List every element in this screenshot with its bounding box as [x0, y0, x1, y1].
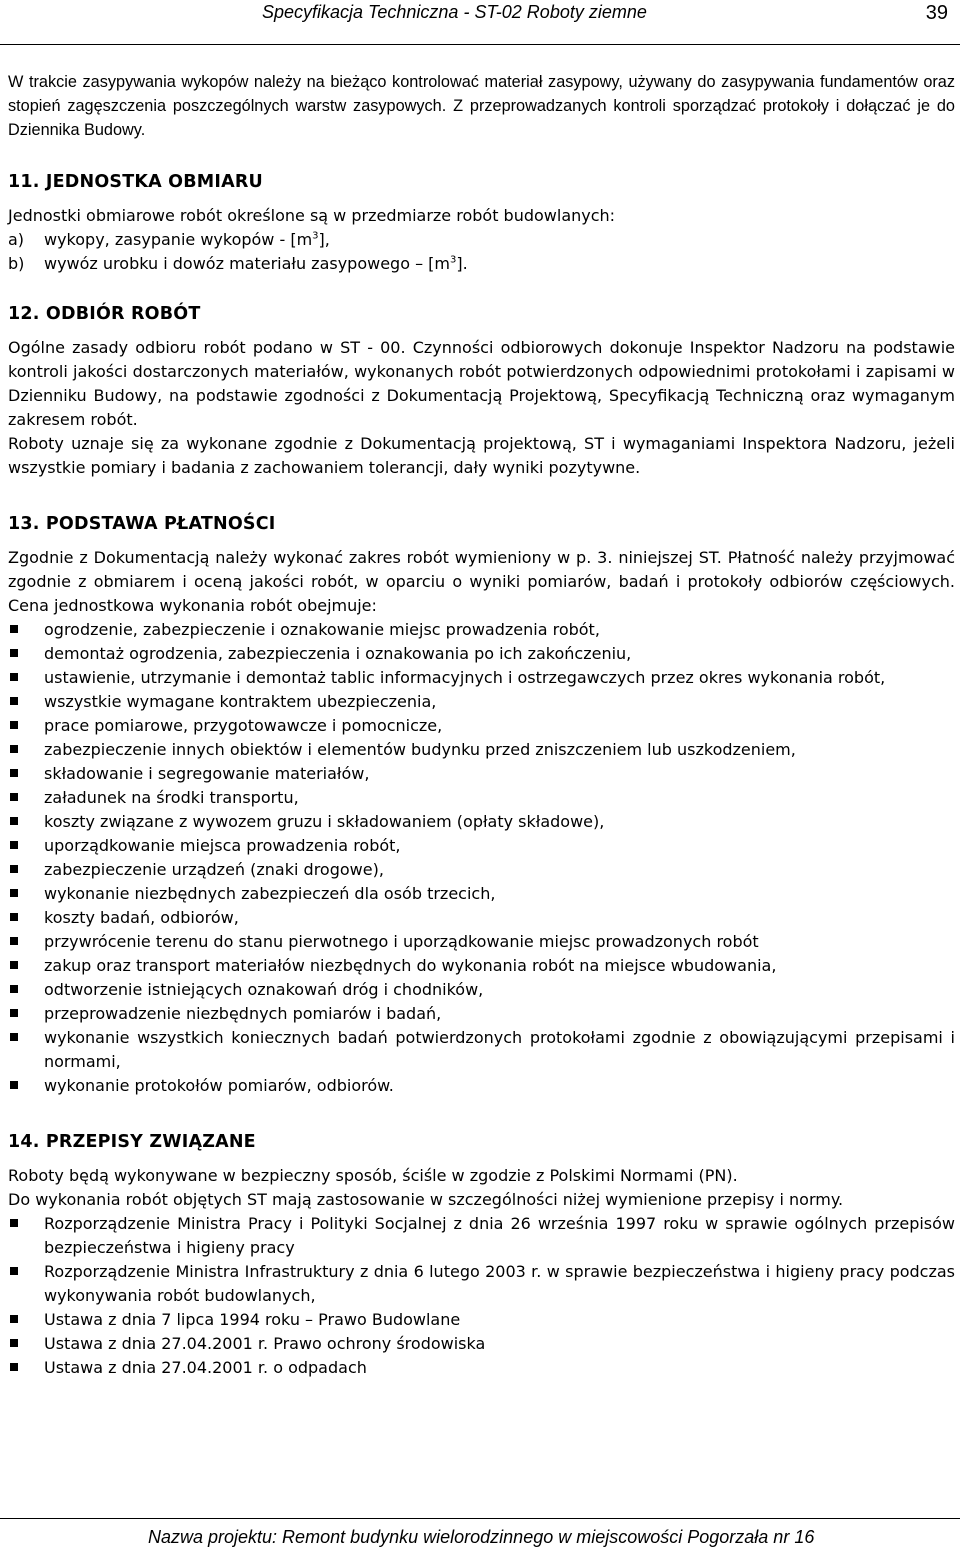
- square-bullet-icon: [10, 769, 18, 777]
- section-11-heading: 11. JEDNOSTKA OBMIARU: [8, 172, 263, 192]
- page-number: 39: [925, 2, 948, 24]
- square-bullet-icon: [10, 1009, 18, 1017]
- list-item-text-tail: ],: [318, 230, 330, 249]
- square-bullet-icon: [10, 1339, 18, 1347]
- list-item-text: wykonanie protokołów pomiarów, odbiorów.: [44, 1076, 394, 1095]
- square-bullet-icon: [10, 817, 18, 825]
- square-bullet-icon: [10, 841, 18, 849]
- section-14-list: [8, 1212, 955, 1380]
- list-item-text: [44, 228, 330, 252]
- section-13-heading: 13. PODSTAWA PŁATNOŚCI: [8, 514, 276, 534]
- list-item: [8, 1260, 955, 1308]
- list-item: [8, 786, 955, 810]
- list-item: [8, 882, 955, 906]
- list-item: [8, 738, 955, 762]
- section-14-heading: 14. PRZEPISY ZWIĄZANE: [8, 1132, 256, 1152]
- list-item-text-tail: ].: [456, 254, 468, 273]
- square-bullet-icon: [10, 1363, 18, 1371]
- document-body: [8, 70, 955, 1380]
- list-item-text: zabezpieczenie urządzeń (znaki drogowe),: [44, 860, 384, 879]
- list-item-text: koszty związane z wywozem gruzu i składowaniem (opłaty składowe),: [44, 812, 605, 831]
- list-item: [8, 1212, 955, 1260]
- list-item-text: prace pomiarowe, przygotowawcze i pomocnicze,: [44, 716, 443, 735]
- list-item-text: zakup oraz transport materiałów niezbędnych do wykonania robót na miejsce wbudowania,: [44, 956, 777, 975]
- list-item-text: ustawienie, utrzymanie i demontaż tablic informacyjnych i ostrzegawczych przez okres wykonania robót,: [44, 668, 886, 687]
- list-item: [8, 1308, 955, 1332]
- list-item-text: demontaż ogrodzenia, zabezpieczenia i oznakowania po ich zakończeniu,: [44, 644, 632, 663]
- list-item-text: zabezpieczenie innych obiektów i elementów budynku przed zniszczeniem lub uszkodzeniem,: [44, 740, 796, 759]
- list-item-text-main: wywóz urobku i dowóz materiału zasypowego – [m: [44, 254, 450, 273]
- square-bullet-icon: [10, 745, 18, 753]
- list-item: [8, 834, 955, 858]
- square-bullet-icon: [10, 625, 18, 633]
- list-item-text: przywrócenie terenu do stanu pierwotnego i uporządkowanie miejsc prowadzonych robót: [44, 932, 759, 951]
- square-bullet-icon: [10, 1081, 18, 1089]
- square-bullet-icon: [10, 985, 18, 993]
- list-item: [8, 618, 955, 642]
- list-item: [8, 252, 955, 276]
- list-item: [8, 1074, 955, 1098]
- list-item-text: koszty badań, odbiorów,: [44, 908, 239, 927]
- square-bullet-icon: [10, 1219, 18, 1227]
- section-12-heading: 12. ODBIÓR ROBÓT: [8, 304, 201, 324]
- section-12-paragraph-2: Roboty uznaje się za wykonane zgodnie z Dokumentacją projektową, ST i wymaganiami Inspektora Nadzoru, jeżeli wszystkie pomiary i badania z zachowaniem tolerancji, dały wyniki pozytywne.: [8, 434, 955, 477]
- page-header: [0, 0, 960, 45]
- list-item-text: Rozporządzenie Ministra Infrastruktury z dnia 6 lutego 2003 r. w sprawie bezpieczeństwa i higieny pracy podczas wykonywania robót budowlanych,: [44, 1262, 955, 1305]
- square-bullet-icon: [10, 1267, 18, 1275]
- list-item: [8, 1332, 955, 1356]
- list-item: [8, 690, 955, 714]
- section-14-paragraph-2: Do wykonania robót objętych ST mają zastosowanie w szczególności niżej wymienione przepisy i normy.: [8, 1190, 844, 1209]
- list-item: [8, 666, 955, 690]
- square-bullet-icon: [10, 793, 18, 801]
- square-bullet-icon: [10, 673, 18, 681]
- list-item-text: wykonanie niezbędnych zabezpieczeń dla osób trzecich,: [44, 884, 496, 903]
- list-item: [8, 858, 955, 882]
- list-item: [8, 810, 955, 834]
- section-14-paragraph-1: Roboty będą wykonywane w bezpieczny sposób, ściśle w zgodzie z Polskimi Normami (PN).: [8, 1166, 738, 1185]
- list-item-text: załadunek na środki transportu,: [44, 788, 299, 807]
- square-bullet-icon: [10, 913, 18, 921]
- unit-exponent: 3: [450, 254, 457, 266]
- intro-paragraph: W trakcie zasypywania wykopów należy na bieżąco kontrolować materiał zasypowy, używany do zasypywania fundamentów oraz stopień zagęszczenia poszczególnych warstw zasypowych. Z przeprowadzanych kontroli sporządzać protokoły i dołączać je do Dziennika Budowy.: [8, 73, 955, 139]
- square-bullet-icon: [10, 937, 18, 945]
- section-11-lead: Jednostki obmiarowe robót określone są w przedmiarze robót budowlanych:: [8, 206, 616, 225]
- list-item-letter: b): [8, 254, 25, 273]
- footer-project-name: Nazwa projektu: Remont budynku wielorodzinnego w miejscowości Pogorzała nr 16: [148, 1527, 815, 1547]
- list-item-text: przeprowadzenie niezbędnych pomiarów i badań,: [44, 1004, 442, 1023]
- square-bullet-icon: [10, 1315, 18, 1323]
- list-item: [8, 714, 955, 738]
- list-item-text: uporządkowanie miejsca prowadzenia robót,: [44, 836, 401, 855]
- list-item-text: odtworzenie istniejących oznakowań dróg i chodników,: [44, 980, 484, 999]
- list-item: [8, 906, 955, 930]
- square-bullet-icon: [10, 697, 18, 705]
- section-13-list: [8, 618, 955, 1098]
- list-item: [8, 978, 955, 1002]
- square-bullet-icon: [10, 1033, 18, 1041]
- unit-exponent: 3: [312, 230, 319, 242]
- list-item-text: składowanie i segregowanie materiałów,: [44, 764, 370, 783]
- page-footer: [0, 1518, 960, 1547]
- list-item: [8, 1002, 955, 1026]
- list-item-text: Ustawa z dnia 27.04.2001 r. Prawo ochrony środowiska: [44, 1334, 486, 1353]
- list-item: [8, 954, 955, 978]
- list-item-text: [44, 252, 468, 276]
- square-bullet-icon: [10, 649, 18, 657]
- square-bullet-icon: [10, 865, 18, 873]
- list-item: [8, 1356, 955, 1380]
- section-12-paragraph-1: Ogólne zasady odbioru robót podano w ST - 00. Czynności odbiorowych dokonuje Inspektor Nadzoru na podstawie kontroli jakości dostarczonych materiałów, wykonanych robót potwierdzonych odpowiednimi protokołami i zapisami w Dzienniku Budowy, na podstawie zgodności z Dokumentacją Projektową, Specyfikacją Techniczną oraz wymaganym zakresem robót.: [8, 338, 955, 429]
- list-item-text: Ustawa z dnia 27.04.2001 r. o odpadach: [44, 1358, 367, 1377]
- list-item-text: wykonanie wszystkich koniecznych badań potwierdzonych protokołami zgodnie z obowiązującymi przepisami i normami,: [44, 1028, 955, 1071]
- section-11-list: [8, 228, 955, 276]
- list-item: [8, 642, 955, 666]
- list-item-text: Ustawa z dnia 7 lipca 1994 roku – Prawo Budowlane: [44, 1310, 461, 1329]
- list-item: [8, 1026, 955, 1074]
- header-title: Specyfikacja Techniczna - ST-02 Roboty ziemne: [262, 2, 647, 22]
- list-item-text: Rozporządzenie Ministra Pracy i Polityki Socjalnej z dnia 26 września 1997 roku w sprawie ogólnych przepisów bezpieczeństwa i higieny pracy: [44, 1214, 955, 1257]
- list-item-text: ogrodzenie, zabezpieczenie i oznakowanie miejsc prowadzenia robót,: [44, 620, 600, 639]
- list-item-text-main: wykopy, zasypanie wykopów - [m: [44, 230, 313, 249]
- list-item: [8, 762, 955, 786]
- list-item-text: wszystkie wymagane kontraktem ubezpieczenia,: [44, 692, 437, 711]
- list-item: [8, 930, 955, 954]
- square-bullet-icon: [10, 961, 18, 969]
- square-bullet-icon: [10, 721, 18, 729]
- list-item-letter: a): [8, 230, 25, 249]
- section-13-lead: Zgodnie z Dokumentacją należy wykonać zakres robót wymieniony w p. 3. niniejszej ST. Płatność należy przyjmować zgodnie z obmiarem i oceną jakości robót, w oparciu o wyniki pomiarów, badań i protokoły odbiorów częściowych. Cena jednostkowa wykonania robót obejmuje:: [8, 548, 955, 615]
- square-bullet-icon: [10, 889, 18, 897]
- list-item: [8, 228, 955, 252]
